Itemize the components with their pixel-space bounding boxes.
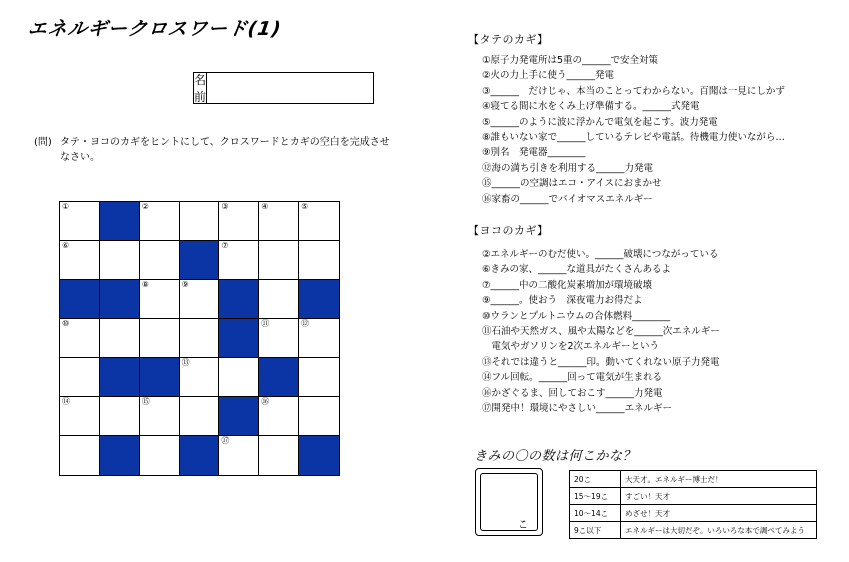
grid-cell[interactable] bbox=[100, 397, 140, 436]
clue-item: ⑤______のように波に浮かんで電気を起こす。波力発電 bbox=[482, 116, 718, 128]
grid-cell[interactable] bbox=[219, 358, 259, 397]
cell-number: ⑧ bbox=[141, 280, 149, 289]
grid-cell-black bbox=[219, 319, 259, 358]
clue-item: ⑫海の満ち引きを利用する______力発電 bbox=[482, 162, 654, 174]
clue-item: ⑮______の空調はエコ・アイスにおまかせ bbox=[482, 178, 662, 190]
grid-cell-black bbox=[140, 358, 180, 397]
grid-cell[interactable] bbox=[60, 241, 100, 280]
cell-number: ⑫ bbox=[301, 319, 310, 328]
score-table bbox=[569, 470, 817, 539]
answer-box[interactable] bbox=[475, 468, 543, 536]
grid-cell[interactable] bbox=[140, 280, 180, 319]
name-field[interactable] bbox=[207, 73, 388, 103]
grid-cell[interactable] bbox=[259, 319, 299, 358]
score-range: 10〜14こ bbox=[570, 505, 621, 522]
name-label: 名前 bbox=[194, 73, 207, 104]
grid-cell[interactable] bbox=[60, 202, 100, 241]
grid-cell[interactable] bbox=[100, 241, 140, 280]
cell-number: ⑩ bbox=[62, 319, 70, 328]
grid-cell[interactable] bbox=[100, 319, 140, 358]
grid-cell[interactable] bbox=[299, 358, 339, 397]
cell-number: ④ bbox=[261, 202, 269, 211]
grid-cell[interactable] bbox=[259, 202, 299, 241]
clue-item: ⑯かざぐるま、回しておこす______力発電 bbox=[482, 387, 663, 399]
grid-cell[interactable] bbox=[219, 202, 259, 241]
grid-cell-black bbox=[100, 202, 140, 241]
score-row bbox=[570, 522, 817, 539]
tate-clue-list bbox=[482, 53, 785, 207]
grid-cell[interactable] bbox=[219, 241, 259, 280]
cell-number: ⑯ bbox=[261, 397, 270, 406]
yoko-heading: 【ヨコのカギ】 bbox=[468, 224, 549, 237]
cell-number: ① bbox=[62, 202, 70, 211]
grid-cell[interactable] bbox=[219, 436, 259, 475]
grid-cell[interactable] bbox=[180, 319, 220, 358]
count-heading: きみの〇の数は何こかな？ bbox=[474, 449, 637, 464]
clue-item: ⑪石油や天然ガス、風や太陽などを______次エネルギー bbox=[482, 325, 720, 337]
grid-cell-black bbox=[259, 358, 299, 397]
yoko-clue-list bbox=[482, 247, 720, 416]
grid-cell[interactable] bbox=[299, 241, 339, 280]
grid-cell[interactable] bbox=[299, 397, 339, 436]
question-text: タテ・ヨコのカギをヒントにして、クロスワードとカギの空白を完成させなさい。 bbox=[60, 137, 390, 163]
score-range: 9こ以下 bbox=[570, 522, 621, 539]
grid-cell-black bbox=[299, 280, 339, 319]
cell-number: ⑪ bbox=[261, 319, 270, 328]
grid-cell[interactable] bbox=[259, 280, 299, 319]
cell-number: ⑨ bbox=[181, 280, 189, 289]
score-message: エネルギーは大切だぞ。いろいろな本で調べてみよう bbox=[625, 525, 805, 535]
clue-item: ③______ だけじゃ、本当のことってわからない。百聞は一見にしかず bbox=[482, 85, 785, 97]
grid-cell[interactable] bbox=[299, 202, 339, 241]
grid-cell[interactable] bbox=[180, 202, 220, 241]
answer-box-inner bbox=[480, 473, 538, 531]
tate-heading: 【タテのカギ】 bbox=[468, 33, 549, 46]
score-row bbox=[570, 488, 817, 505]
grid-cell-black bbox=[219, 397, 259, 436]
cell-number: ⑭ bbox=[62, 397, 70, 406]
grid-cell[interactable] bbox=[180, 397, 220, 436]
clue-item: ⑬それでは違うと______印。動いてくれない原子力発電 bbox=[482, 356, 720, 368]
cell-number: ⑤ bbox=[301, 202, 309, 211]
clue-item: ②火の力上手に使う______発電 bbox=[482, 70, 615, 82]
cell-number: ⑥ bbox=[62, 241, 70, 250]
clue-item: ⑰開発中！環境にやさしい______エネルギー bbox=[482, 402, 673, 414]
cell-number: ⑮ bbox=[141, 397, 150, 406]
name-box bbox=[193, 72, 374, 104]
grid-cell[interactable] bbox=[140, 319, 180, 358]
grid-cell[interactable] bbox=[140, 241, 180, 280]
grid-cell[interactable] bbox=[180, 358, 220, 397]
answer-unit: こ bbox=[518, 520, 528, 531]
grid-cell-black bbox=[180, 436, 220, 475]
grid-cell[interactable] bbox=[180, 280, 220, 319]
grid-cell-black bbox=[100, 358, 140, 397]
clue-item: ⑦______中の二酸化炭素増加が環境破壊 bbox=[482, 279, 653, 291]
grid-cell-black bbox=[100, 436, 140, 475]
grid-cell[interactable] bbox=[60, 358, 100, 397]
clue-item: ⑧誰もいない家で______しているテレビや電話。待機電力使いながら… bbox=[482, 131, 785, 143]
grid-cell[interactable] bbox=[60, 319, 100, 358]
score-message: すごい！天才 bbox=[621, 488, 817, 505]
clue-item: ④寝てる間に水をくみ上げ準備する。______式発電 bbox=[482, 101, 700, 113]
grid-cell[interactable] bbox=[60, 397, 100, 436]
cell-number: ⑬ bbox=[181, 358, 190, 367]
cell-number: ⑰ bbox=[221, 436, 230, 445]
clue-item: ②エネルギーのむだ使い。______破壊につながっている bbox=[482, 249, 719, 260]
crossword-grid bbox=[59, 201, 340, 476]
cell-number: ⑦ bbox=[221, 241, 229, 250]
grid-cell[interactable] bbox=[140, 436, 180, 475]
clue-item: ⑯家畜の______でバイオマスエネルギー bbox=[482, 193, 653, 205]
grid-cell-black bbox=[219, 280, 259, 319]
score-message: めざせ！天才 bbox=[621, 505, 817, 522]
grid-cell[interactable] bbox=[259, 397, 299, 436]
grid-cell-black bbox=[299, 436, 339, 475]
cell-number: ③ bbox=[221, 202, 229, 211]
grid-cell[interactable] bbox=[140, 397, 180, 436]
clue-item: ⑥きみの家、______な道具がたくさんあるよ bbox=[482, 264, 672, 276]
grid-cell[interactable] bbox=[140, 202, 180, 241]
score-range: 15〜19こ bbox=[570, 488, 621, 505]
score-row bbox=[570, 471, 817, 488]
grid-cell-black bbox=[60, 280, 100, 319]
clue-item: ⑨______。使おう 深夜電力お得だよ bbox=[482, 295, 643, 307]
cell-number: ② bbox=[141, 202, 149, 211]
clue-item: ①原子力発電所は5重の______で安全対策 bbox=[482, 55, 659, 66]
grid-cell[interactable] bbox=[259, 241, 299, 280]
grid-cell-black bbox=[180, 241, 220, 280]
grid-cell[interactable] bbox=[259, 436, 299, 475]
score-row bbox=[570, 505, 817, 522]
worksheet-title: エネルギークロスワード(1) bbox=[26, 18, 283, 40]
score-message: 大天才。エネルギー博士だ！ bbox=[621, 471, 817, 488]
question-marker: (問) bbox=[34, 137, 52, 148]
clue-item: ⑭フル回転。______回って電気が生まれる bbox=[482, 372, 663, 384]
score-range: 20こ bbox=[570, 471, 621, 488]
grid-cell[interactable] bbox=[60, 436, 100, 475]
clue-item: ⑨別名 発電器________ bbox=[482, 147, 586, 159]
grid-cell-black bbox=[100, 280, 140, 319]
clue-item: ⑩ウランとプルトニウムの合体燃料________ bbox=[482, 310, 671, 322]
grid-cell[interactable] bbox=[299, 319, 339, 358]
clue-item: 電気やガソリンを2次エネルギーという bbox=[482, 341, 660, 353]
